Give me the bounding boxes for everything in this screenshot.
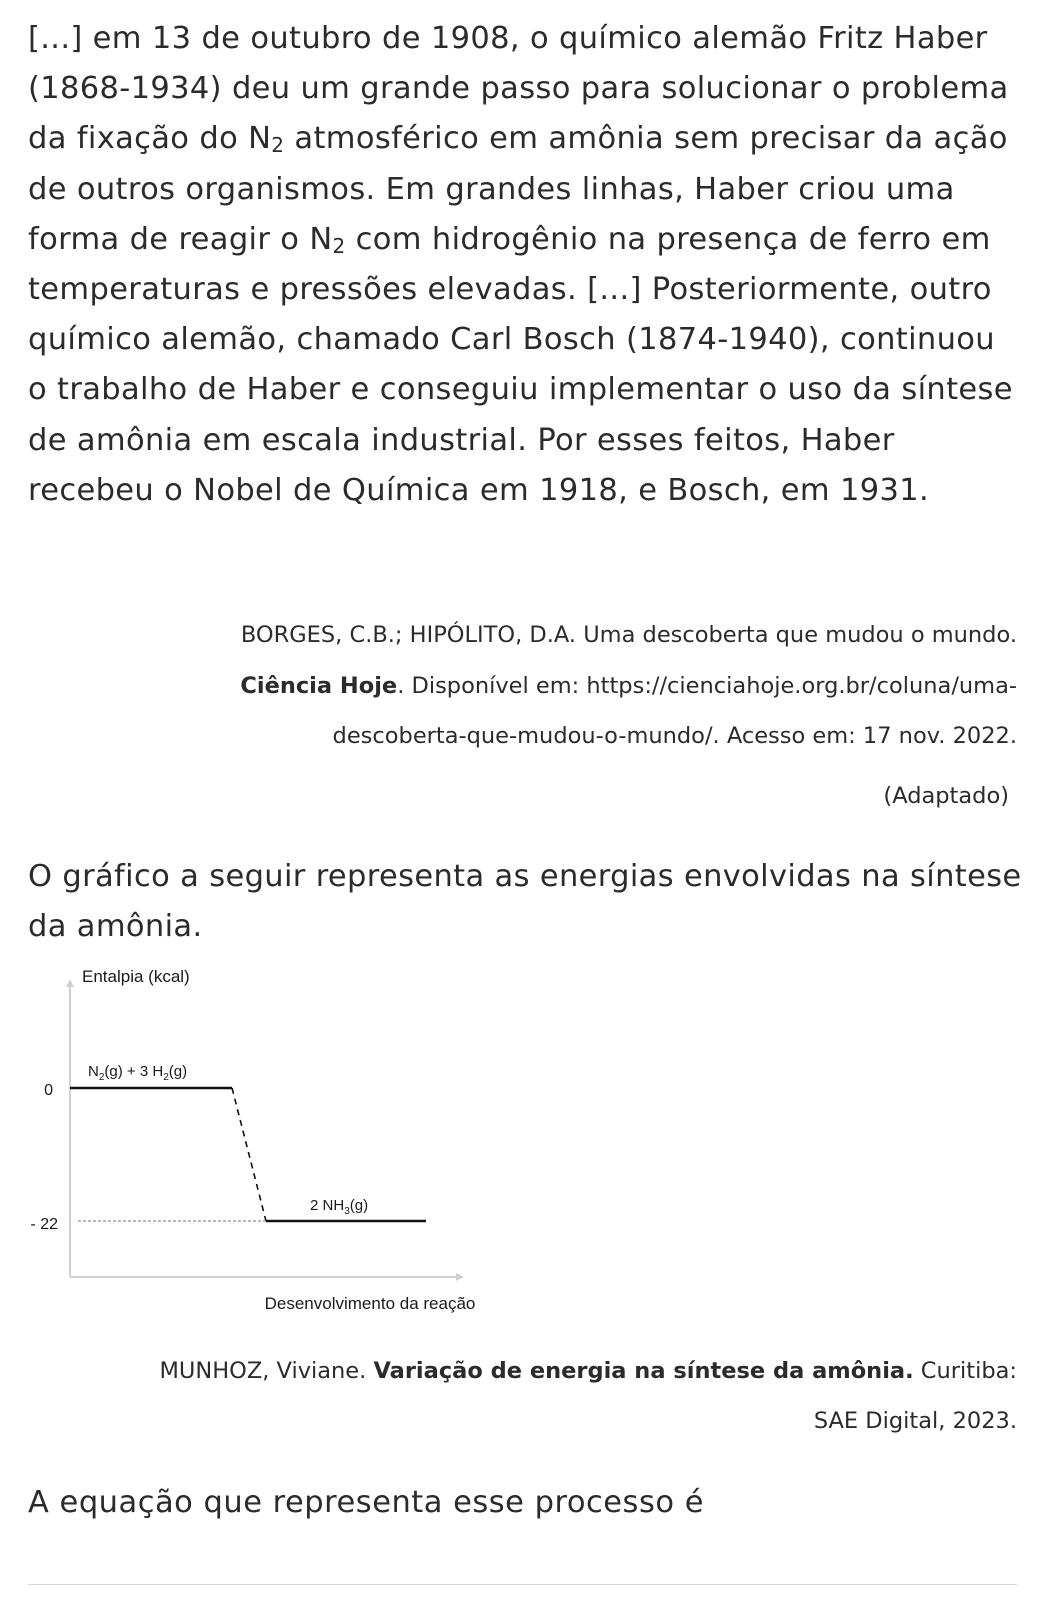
chart-source-line-1 [159,1358,1017,1384]
citation-url-start: . Disponível em: https://cienciahoje.org.br/coluna/uma- [397,673,1017,699]
source-author: MUNHOZ, Viviane. [159,1358,374,1384]
source-city: Curitiba: [913,1358,1017,1384]
enthalpy-chart [0,955,520,1325]
subscript-2: 2 [271,133,285,158]
source-title: Variação de energia na síntese da amônia. [373,1358,914,1384]
passage-part-2: atmosférico em amônia sem precisar da ação de outros organismos. Em grandes linhas, Haber criou uma forma de reagir o N [28,121,1008,257]
y-axis-arrow [66,979,74,987]
adapted-note: (Adaptado) [883,783,1009,809]
citation-line-1: BORGES, C.B.; HIPÓLITO, D.A. Uma descoberta que mudou o mundo. [240,622,1017,648]
question-prompt: A equação que representa esse processo é [28,1485,704,1520]
passage-part-1: [...] em 13 de outubro de 1908, o químico alemão Fritz Haber (1868-1934) deu um grande passo para solucionar o problema da fixação do N [28,21,1009,157]
citation-line-2 [240,673,1017,699]
chart-source-line-2: SAE Digital, 2023. [813,1408,1017,1434]
y-axis-label: Entalpia (kcal) [82,967,190,986]
x-axis-label: Desenvolvimento da reação [264,1294,476,1313]
x-axis-arrow [456,1273,464,1281]
y-tick-0: 0 [44,1082,53,1099]
reactants-label: $N_2(g) + 3$ $H_2(g)$ [88,1063,188,1083]
passage-part-3: com hidrogênio na presença de ferro em temperaturas e pressões elevadas. [...] Posteriormente, outro químico alemão, chamado Carl Bosch (1874-1940), continuou o trabalho de Haber e conseguiu implementar o uso da síntese de amônia em escala industrial. Por esses feitos, Haber recebeu o Nobel de Química em 1918, e Bosch, em 1931. [28,221,1013,508]
reaction-path [232,1088,266,1221]
subscript-2: 2 [332,233,346,258]
chart-intro-text: O gráfico a seguir representa as energias envolvidas na síntese da amônia. [28,859,1022,945]
passage-text [28,14,1018,516]
divider [28,1584,1017,1585]
journal-name: Ciência Hoje [240,673,398,699]
y-tick-minus-22: - 22 [30,1216,58,1233]
products-label: 2 $NH_3(g)$ [310,1197,369,1217]
citation-line-3: descoberta-que-mudou-o-mundo/. Acesso em: 17 nov. 2022. [332,723,1017,749]
